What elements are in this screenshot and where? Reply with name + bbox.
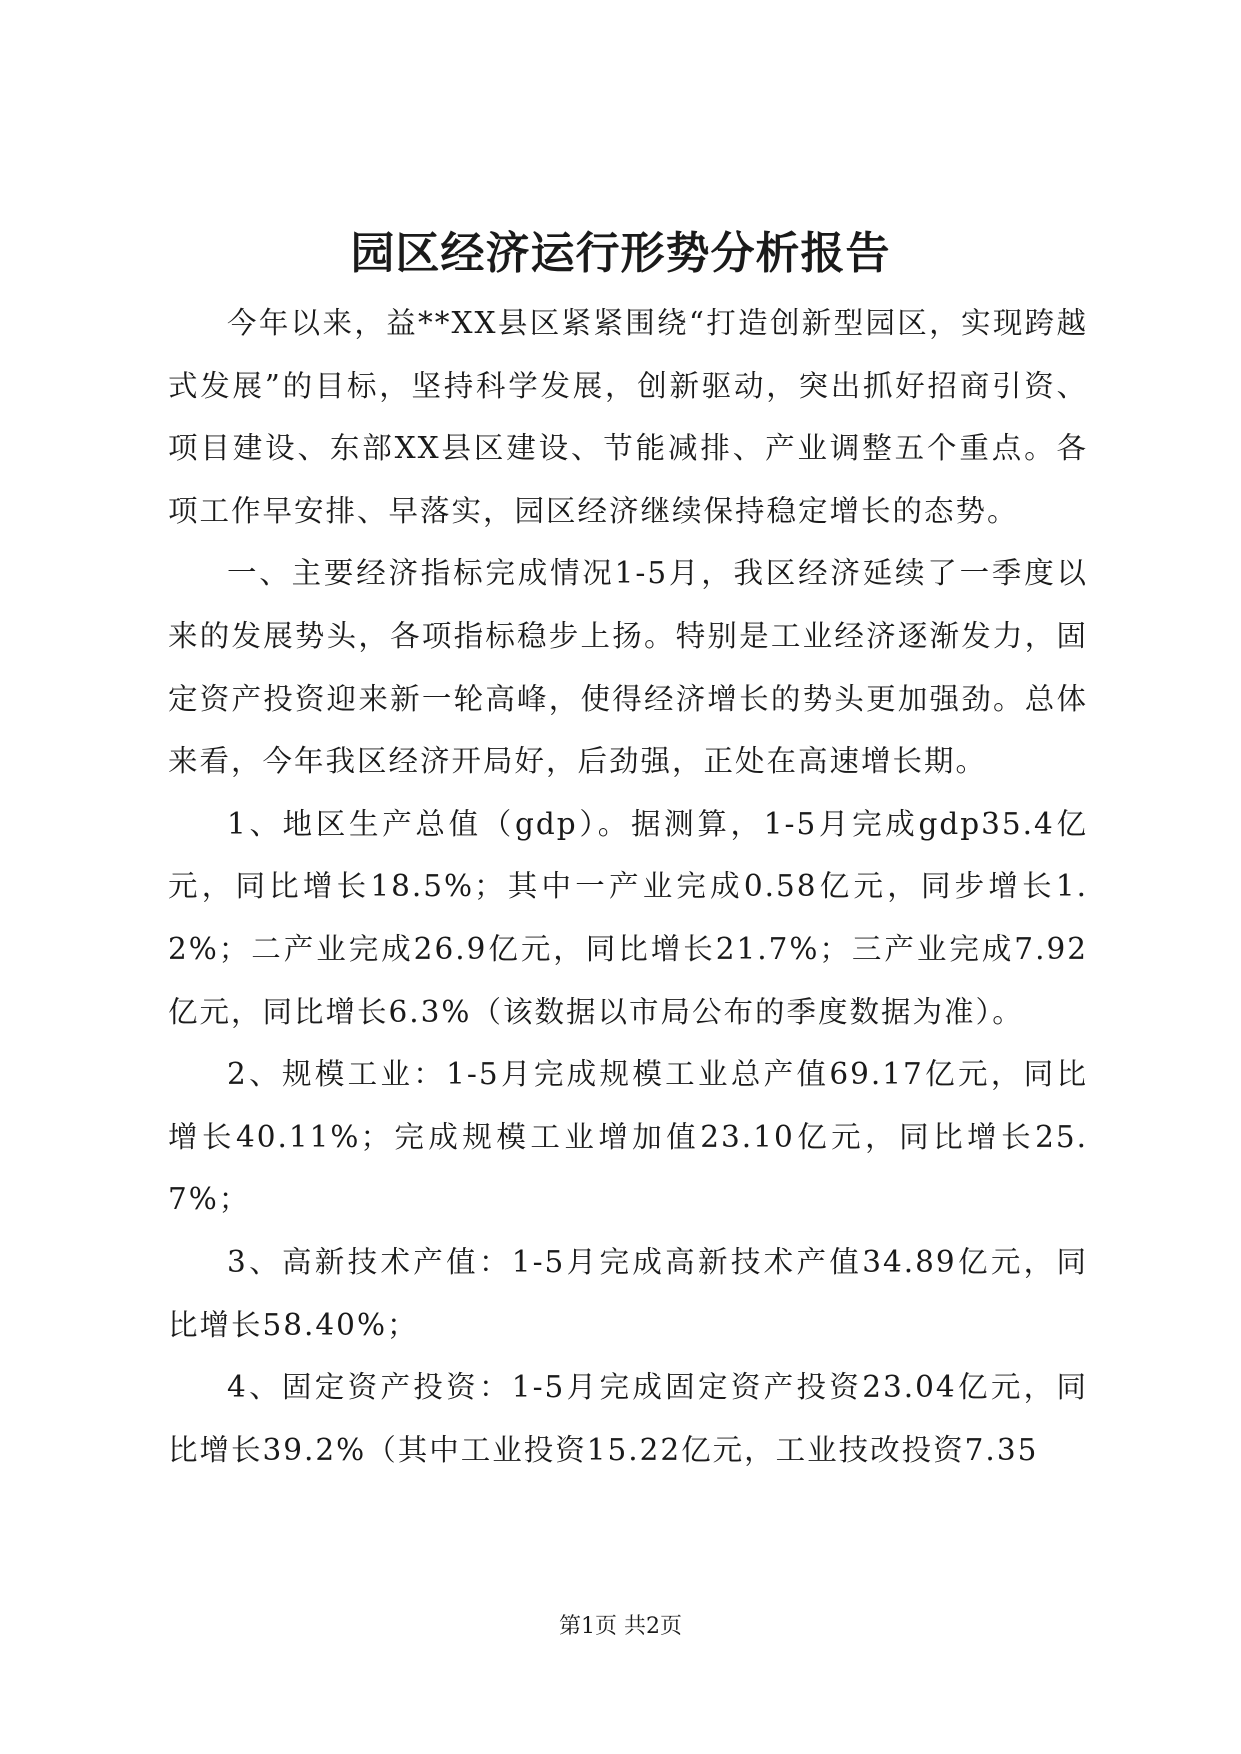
document-body (168, 292, 1088, 1481)
paragraph-investment: 4、固定资产投资：1-5月完成固定资产投资23.04亿元，同比增长39.2%（其中工业投资15.22亿元，工业技改投资7.35 (168, 1370, 1088, 1467)
paragraph-hightech: 3、高新技术产值：1-5月完成高新技术产值34.89亿元，同比增长58.40%； (168, 1244, 1088, 1342)
paragraph-industry: 2、规模工业：1-5月完成规模工业总产值69.17亿元，同比增长40.11%；完成规模工业增加值23.10亿元，同比增长25.7%； (168, 1057, 1088, 1217)
document-title: 园区经济运行形势分析报告 (350, 228, 891, 279)
paragraph-intro: 今年以来，益**XX县区紧紧围绕“打造创新型园区，实现跨越式发展”的目标，坚持科学发展，创新驱动，突出抓好招商引资、项目建设、东部XX县区建设、节能减排、产业调整五个重点。各项工作早安排、早落实，园区经济继续保持稳定增长的态势。 (168, 306, 1088, 528)
paragraph-gdp: 1、地区生产总值（gdp）。据测算，1-5月完成gdp35.4亿元，同比增长18.5%；其中一产业完成0.58亿元，同步增长1.2%；二产业完成26.9亿元，同比增长21.7%；三产业完成7.92亿元，同比增长6.3%（该数据以市局公布的季度数据为准）。 (168, 806, 1088, 1029)
page-footer: 第1页 共2页 (559, 1614, 682, 1639)
paragraph-section-1: 一、主要经济指标完成情况1-5月，我区经济延续了一季度以来的发展势头，各项指标稳步上扬。特别是工业经济逐渐发力，固定资产投资迎来新一轮高峰，使得经济增长的势头更加强劲。总体来看，今年我区经济开局好，后劲强，正处在高速增长期。 (168, 556, 1088, 779)
